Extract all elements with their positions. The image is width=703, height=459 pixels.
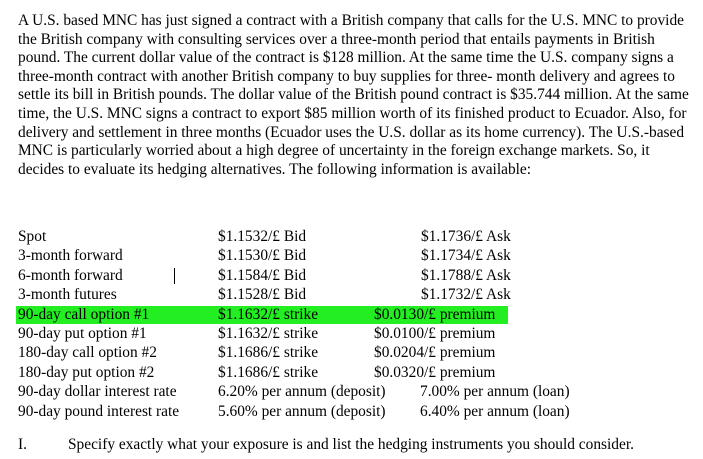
row-label: 3-month forward (18, 247, 123, 265)
ask-value: $1.1734/£ Ask (421, 247, 511, 265)
loan-rate: 6.40% per annum (loan) (420, 402, 570, 420)
row-label: Spot (18, 228, 47, 245)
premium-value: $0.0100/£ premium (374, 324, 496, 342)
premium-value: $0.0320/£ premium (374, 363, 496, 381)
bid-value: $1.1584/£ Bid (218, 266, 307, 284)
question-text: Specify exactly what your exposure is and list the hedging instruments you should consider. (68, 436, 634, 453)
row-label: 180-day call option #2 (18, 344, 157, 362)
row-label: 90-day dollar interest rate (18, 383, 177, 401)
row-label: 3-month futures (18, 286, 117, 304)
bid-value: $1.1528/£ Bid (218, 286, 307, 304)
bid-value: $1.1530/£ Bid (218, 247, 307, 265)
loan-rate: 7.00% per annum (loan) (420, 383, 570, 401)
question-number: I. (18, 436, 27, 453)
ask-value: $1.1736/£ Ask (421, 228, 511, 245)
row-label: 6-month forward (18, 266, 123, 284)
problem-paragraph: A U.S. based MNC has just signed a contract with a British company that calls for the U.S. MNC to provide the British company with consulting services over a three-month period that entails payments in British pound. The current dollar value of the contract is $128 million. At the same time the U.S. company signs a three-month contract with another British company to buy supplies for three- month delivery and agrees to settle its bill in British pounds. The dollar value of the British pound contract is $35.744 million. At the same time, the U.S. MNC signs a contract to export $85 million worth of its finished product to Ecuador. Also, for delivery and settlement in three months (Ecuador uses the U.S. dollar as its home currency). The U.S.-based MNC is particularly worried about a high degree of uncertainty in the foreign exchange markets. So, it decides to evaluate its hedging alternatives. The following information is available: (18, 12, 689, 178)
premium-value: $0.0204/£ premium (374, 344, 496, 362)
row-label: 90-day call option #1 (18, 305, 150, 323)
text-cursor (174, 268, 175, 284)
ask-value: $1.1788/£ Ask (421, 266, 511, 284)
row-label: 90-day put option #1 (18, 324, 147, 342)
ask-value: $1.1732/£ Ask (421, 286, 511, 304)
premium-value: $0.0130/£ premium (374, 305, 496, 323)
row-label: 180-day put option #2 (18, 363, 155, 381)
deposit-rate: 6.20% per annum (deposit) (218, 383, 386, 401)
strike-value: $1.1686/£ strike (218, 363, 319, 381)
strike-value: $1.1632/£ strike (218, 305, 319, 323)
strike-value: $1.1686/£ strike (218, 344, 319, 362)
row-label: 90-day pound interest rate (18, 402, 180, 420)
bid-value: $1.1532/£ Bid (218, 228, 307, 245)
strike-value: $1.1632/£ strike (218, 324, 319, 342)
deposit-rate: 5.60% per annum (deposit) (218, 402, 386, 420)
